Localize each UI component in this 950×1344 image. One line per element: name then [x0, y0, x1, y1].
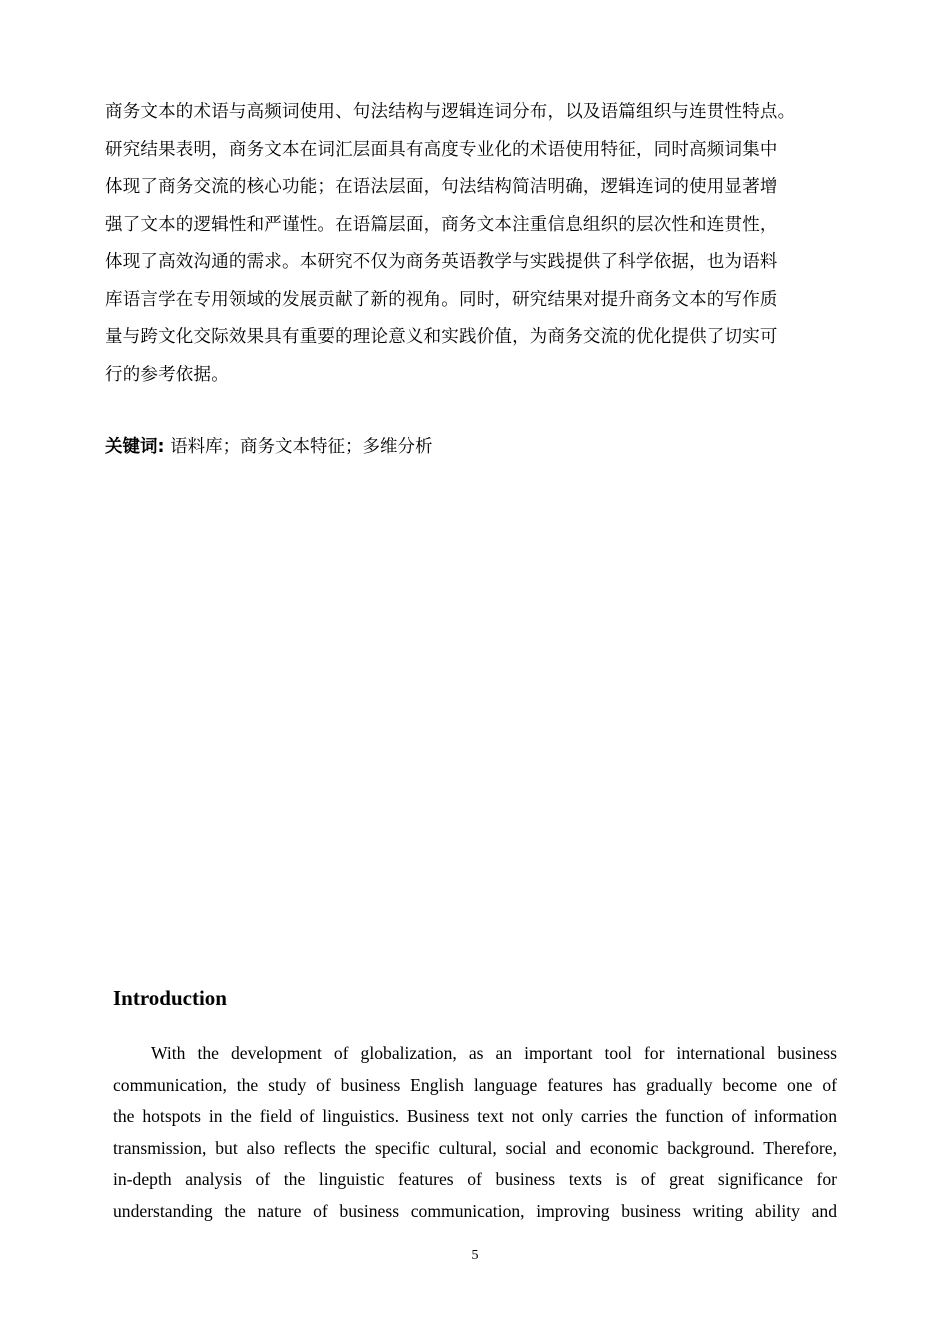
- introduction-paragraph: [113, 1038, 837, 1228]
- introduction-line: the hotspots in the field of linguistics. Business text not only carries the function of information: [113, 1106, 837, 1127]
- abstract-line: 行的参考依据。: [105, 364, 229, 385]
- abstract-line: 研究结果表明，商务文本在词汇层面具有高度专业化的术语使用特征，同时高频词集中: [105, 139, 778, 160]
- abstract-paragraph: [105, 98, 850, 398]
- abstract-line: 体现了商务交流的核心功能；在语法层面，句法结构简洁明确，逻辑连词的使用显著增: [105, 177, 778, 197]
- keywords-label: 关键词:: [105, 437, 165, 457]
- abstract-line: 体现了高效沟通的需求。本研究不仅为商务英语教学与实践提供了科学依据，也为语料: [105, 252, 778, 272]
- introduction-line: communication, the study of business English language features has gradually become one of: [113, 1074, 837, 1095]
- abstract-line: 商务文本的术语与高频词使用、句法结构与逻辑连词分布，以及语篇组织与连贯性特点。: [105, 102, 796, 122]
- introduction-line: understanding the nature of business communication, improving business writing ability and: [113, 1200, 837, 1221]
- abstract-line: 量与跨文化交际效果具有重要的理论意义和实践价值，为商务交流的优化提供了切实可: [105, 327, 778, 347]
- keywords-line: [105, 433, 433, 461]
- abstract-line: 强了文本的逻辑性和严谨性。在语篇层面，商务文本注重信息组织的层次性和连贯性，: [105, 214, 778, 235]
- introduction-heading: Introduction: [113, 986, 227, 1010]
- introduction-line: transmission, but also reflects the specific cultural, social and economic background. Therefore,: [113, 1137, 837, 1158]
- introduction-line: in-depth analysis of the linguistic features of business texts is of great significance for: [113, 1169, 837, 1190]
- abstract-line: 库语言学在专用领域的发展贡献了新的视角。同时，研究结果对提升商务文本的写作质: [105, 289, 778, 310]
- keywords-value: 语料库；商务文本特征；多维分析: [164, 437, 433, 457]
- page-number: 5: [471, 1248, 479, 1263]
- introduction-line: With the development of globalization, as an important tool for international business: [151, 1043, 837, 1063]
